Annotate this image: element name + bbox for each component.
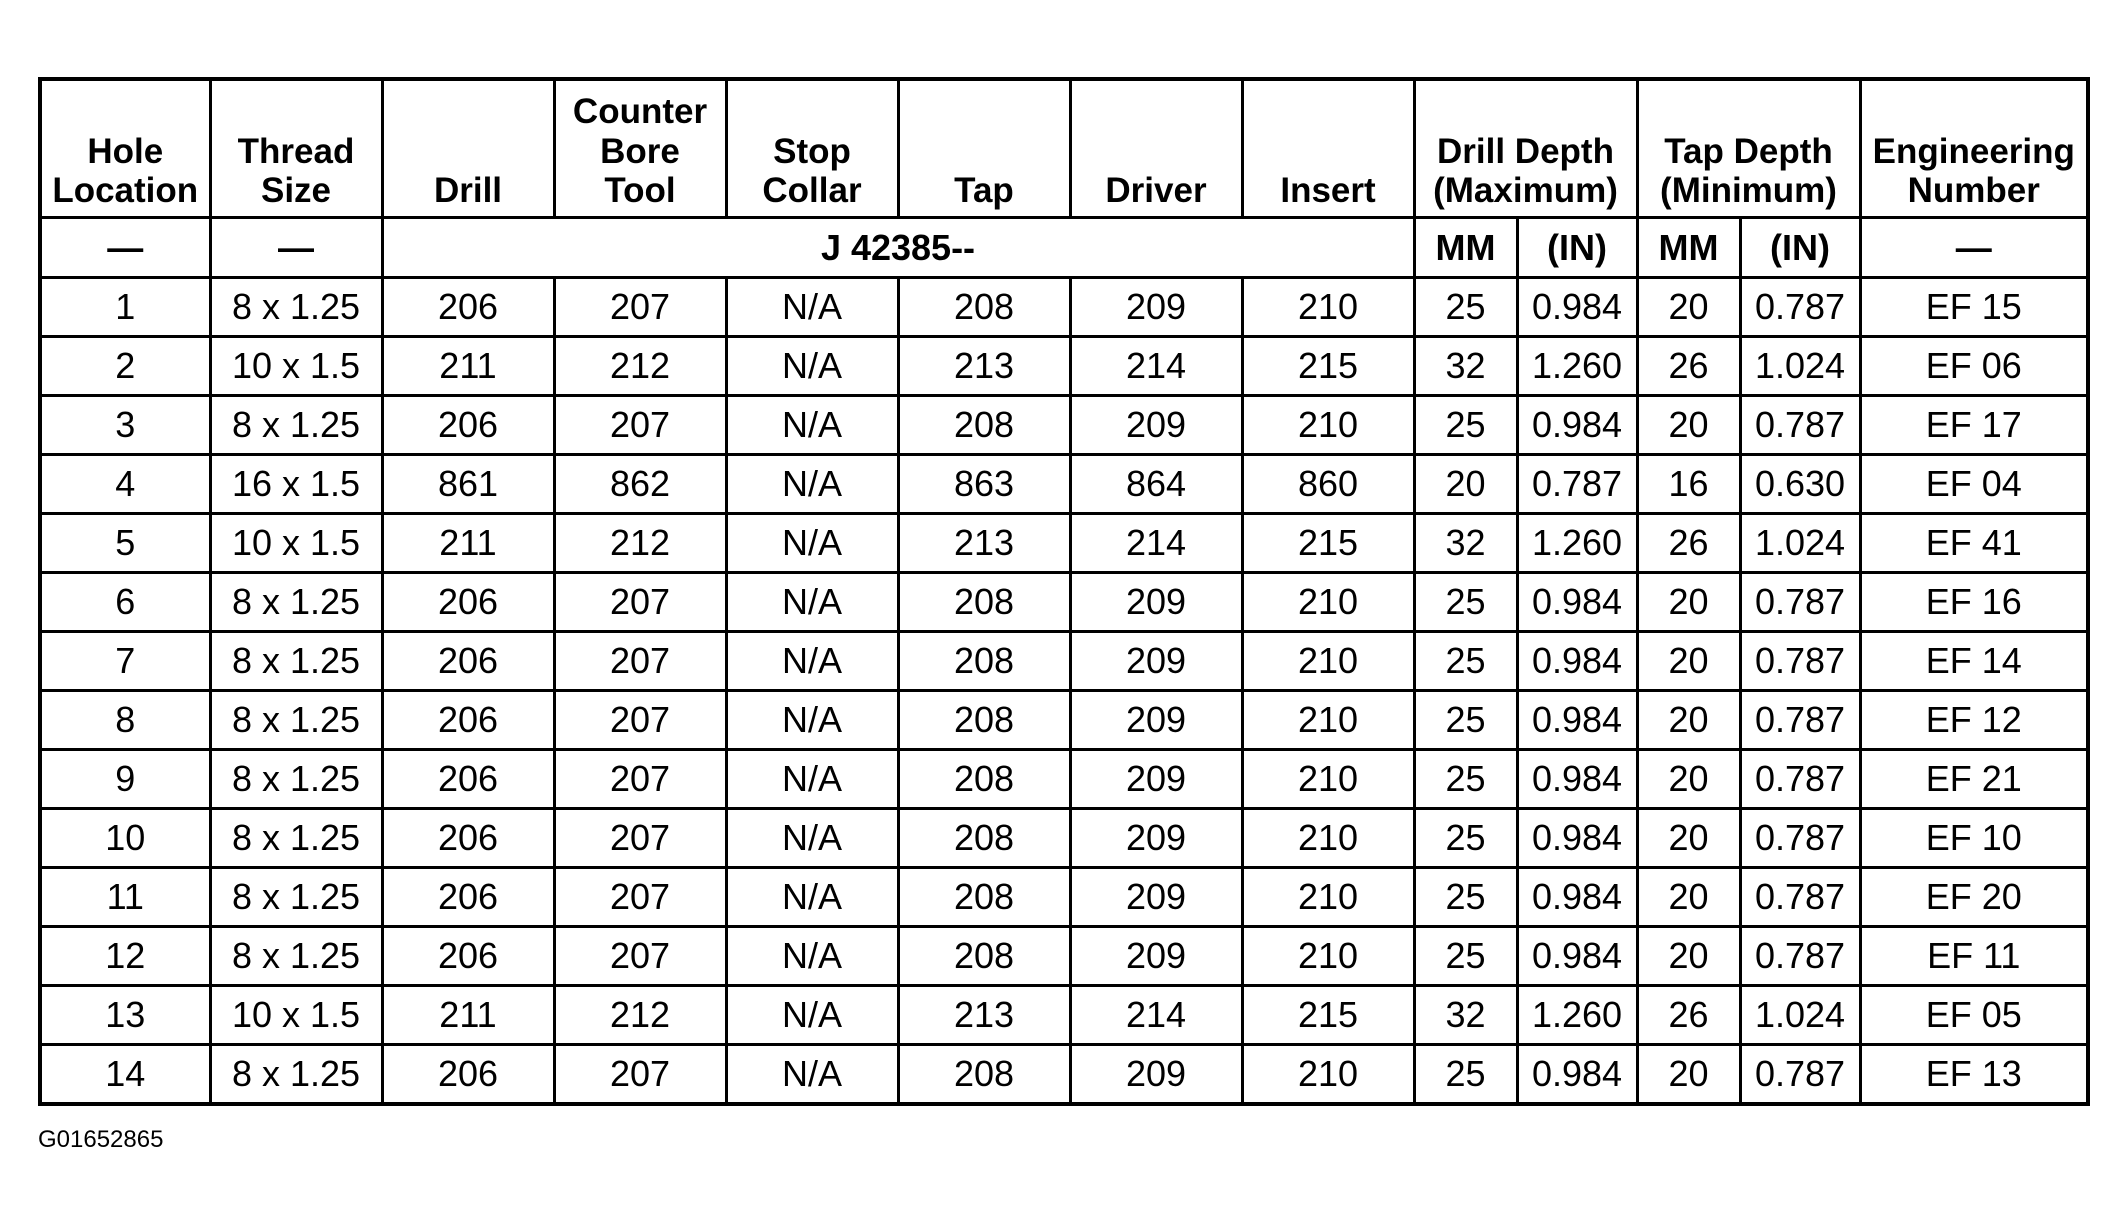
cell-counter-bore-tool: 212 <box>554 986 726 1045</box>
cell-drill-depth-in: 0.984 <box>1517 927 1637 986</box>
cell-thread-size: 10 x 1.5 <box>210 986 382 1045</box>
table-row <box>40 868 2088 927</box>
header-hole-location: Hole Location <box>40 79 210 218</box>
cell-hole-location: 10 <box>40 809 210 868</box>
cell-tap-depth-mm: 16 <box>1637 455 1740 514</box>
cell-driver: 214 <box>1070 337 1242 396</box>
cell-tap-depth-mm: 20 <box>1637 691 1740 750</box>
cell-engineering-number: EF 12 <box>1860 691 2088 750</box>
cell-insert: 215 <box>1242 514 1414 573</box>
cell-drill: 861 <box>382 455 554 514</box>
cell-thread-size: 8 x 1.25 <box>210 691 382 750</box>
cell-hole-location: 6 <box>40 573 210 632</box>
cell-stop-collar: N/A <box>726 396 898 455</box>
cell-stop-collar: N/A <box>726 691 898 750</box>
cell-tap: 208 <box>898 573 1070 632</box>
cell-tap-depth-in: 0.787 <box>1740 691 1860 750</box>
cell-tap-depth-mm: 26 <box>1637 514 1740 573</box>
table-row <box>40 337 2088 396</box>
cell-engineering-number: EF 10 <box>1860 809 2088 868</box>
cell-thread-size: 8 x 1.25 <box>210 809 382 868</box>
cell-tap-depth-mm: 20 <box>1637 632 1740 691</box>
cell-insert: 210 <box>1242 396 1414 455</box>
cell-drill: 206 <box>382 278 554 337</box>
cell-drill: 206 <box>382 809 554 868</box>
table-row <box>40 514 2088 573</box>
table-row <box>40 573 2088 632</box>
units-hole-location: — <box>40 218 210 278</box>
cell-drill-depth-mm: 32 <box>1414 986 1517 1045</box>
table-row <box>40 986 2088 1045</box>
cell-counter-bore-tool: 207 <box>554 632 726 691</box>
cell-driver: 214 <box>1070 986 1242 1045</box>
cell-counter-bore-tool: 207 <box>554 868 726 927</box>
cell-driver: 209 <box>1070 632 1242 691</box>
cell-driver: 209 <box>1070 809 1242 868</box>
cell-insert: 210 <box>1242 691 1414 750</box>
header-counter-bore-tool: Counter Bore Tool <box>554 79 726 218</box>
cell-thread-size: 10 x 1.5 <box>210 514 382 573</box>
cell-tap-depth-in: 1.024 <box>1740 337 1860 396</box>
cell-drill: 211 <box>382 986 554 1045</box>
cell-insert: 210 <box>1242 750 1414 809</box>
table-row <box>40 1045 2088 1105</box>
cell-tap: 208 <box>898 809 1070 868</box>
units-drill-mm: MM <box>1414 218 1517 278</box>
cell-counter-bore-tool: 207 <box>554 1045 726 1105</box>
cell-tap-depth-mm: 20 <box>1637 396 1740 455</box>
cell-drill-depth-in: 1.260 <box>1517 337 1637 396</box>
cell-hole-location: 14 <box>40 1045 210 1105</box>
cell-drill-depth-mm: 25 <box>1414 278 1517 337</box>
cell-hole-location: 4 <box>40 455 210 514</box>
cell-counter-bore-tool: 207 <box>554 573 726 632</box>
cell-driver: 209 <box>1070 396 1242 455</box>
header-stop-collar: Stop Collar <box>726 79 898 218</box>
cell-stop-collar: N/A <box>726 278 898 337</box>
cell-counter-bore-tool: 212 <box>554 337 726 396</box>
cell-driver: 209 <box>1070 691 1242 750</box>
cell-tap-depth-mm: 20 <box>1637 278 1740 337</box>
cell-tap-depth-in: 0.787 <box>1740 573 1860 632</box>
cell-drill-depth-mm: 25 <box>1414 632 1517 691</box>
cell-tap-depth-in: 0.787 <box>1740 278 1860 337</box>
cell-thread-size: 8 x 1.25 <box>210 868 382 927</box>
units-thread-size: — <box>210 218 382 278</box>
cell-tap-depth-mm: 20 <box>1637 809 1740 868</box>
cell-stop-collar: N/A <box>726 986 898 1045</box>
cell-tap: 213 <box>898 986 1070 1045</box>
tool-kit-prefix: J 42385-- <box>382 218 1414 278</box>
cell-stop-collar: N/A <box>726 337 898 396</box>
header-drill-depth: Drill Depth (Maximum) <box>1414 79 1637 218</box>
column-header-row <box>40 79 2088 218</box>
cell-tap-depth-in: 0.787 <box>1740 750 1860 809</box>
cell-hole-location: 9 <box>40 750 210 809</box>
cell-stop-collar: N/A <box>726 750 898 809</box>
cell-stop-collar: N/A <box>726 573 898 632</box>
cell-tap: 208 <box>898 396 1070 455</box>
cell-driver: 214 <box>1070 514 1242 573</box>
cell-driver: 209 <box>1070 573 1242 632</box>
cell-tap-depth-in: 0.787 <box>1740 396 1860 455</box>
cell-tap-depth-mm: 20 <box>1637 868 1740 927</box>
table-row <box>40 691 2088 750</box>
cell-thread-size: 8 x 1.25 <box>210 396 382 455</box>
cell-drill: 206 <box>382 927 554 986</box>
cell-insert: 215 <box>1242 337 1414 396</box>
cell-engineering-number: EF 05 <box>1860 986 2088 1045</box>
cell-driver: 209 <box>1070 868 1242 927</box>
cell-tap-depth-in: 1.024 <box>1740 986 1860 1045</box>
table-row <box>40 809 2088 868</box>
cell-drill-depth-mm: 25 <box>1414 691 1517 750</box>
cell-drill-depth-in: 0.984 <box>1517 868 1637 927</box>
cell-tap: 208 <box>898 927 1070 986</box>
cell-drill: 211 <box>382 337 554 396</box>
cell-drill-depth-mm: 20 <box>1414 455 1517 514</box>
cell-engineering-number: EF 13 <box>1860 1045 2088 1105</box>
cell-drill-depth-in: 0.984 <box>1517 278 1637 337</box>
cell-tap-depth-in: 0.787 <box>1740 809 1860 868</box>
cell-hole-location: 3 <box>40 396 210 455</box>
cell-driver: 209 <box>1070 750 1242 809</box>
table-row <box>40 927 2088 986</box>
cell-drill-depth-mm: 25 <box>1414 1045 1517 1105</box>
cell-drill: 206 <box>382 868 554 927</box>
header-tap-depth: Tap Depth (Minimum) <box>1637 79 1860 218</box>
cell-counter-bore-tool: 207 <box>554 809 726 868</box>
cell-drill-depth-in: 0.984 <box>1517 632 1637 691</box>
cell-hole-location: 2 <box>40 337 210 396</box>
cell-drill-depth-in: 0.787 <box>1517 455 1637 514</box>
cell-thread-size: 8 x 1.25 <box>210 632 382 691</box>
cell-thread-size: 8 x 1.25 <box>210 278 382 337</box>
cell-tap: 863 <box>898 455 1070 514</box>
header-insert: Insert <box>1242 79 1414 218</box>
cell-tap: 208 <box>898 278 1070 337</box>
cell-thread-size: 10 x 1.5 <box>210 337 382 396</box>
cell-drill-depth-in: 0.984 <box>1517 396 1637 455</box>
cell-thread-size: 8 x 1.25 <box>210 927 382 986</box>
cell-hole-location: 5 <box>40 514 210 573</box>
cell-hole-location: 8 <box>40 691 210 750</box>
cell-engineering-number: EF 14 <box>1860 632 2088 691</box>
units-tap-mm: MM <box>1637 218 1740 278</box>
cell-drill-depth-mm: 25 <box>1414 573 1517 632</box>
cell-hole-location: 1 <box>40 278 210 337</box>
cell-drill-depth-mm: 25 <box>1414 750 1517 809</box>
cell-drill-depth-in: 0.984 <box>1517 691 1637 750</box>
cell-drill-depth-mm: 25 <box>1414 868 1517 927</box>
cell-drill-depth-in: 0.984 <box>1517 1045 1637 1105</box>
cell-drill-depth-mm: 25 <box>1414 809 1517 868</box>
cell-tap-depth-in: 0.787 <box>1740 1045 1860 1105</box>
cell-thread-size: 16 x 1.5 <box>210 455 382 514</box>
cell-stop-collar: N/A <box>726 632 898 691</box>
cell-stop-collar: N/A <box>726 514 898 573</box>
units-drill-in: (IN) <box>1517 218 1637 278</box>
cell-thread-size: 8 x 1.25 <box>210 1045 382 1105</box>
cell-engineering-number: EF 11 <box>1860 927 2088 986</box>
cell-tap-depth-mm: 20 <box>1637 750 1740 809</box>
cell-hole-location: 11 <box>40 868 210 927</box>
header-driver: Driver <box>1070 79 1242 218</box>
cell-drill-depth-in: 1.260 <box>1517 514 1637 573</box>
cell-thread-size: 8 x 1.25 <box>210 750 382 809</box>
cell-hole-location: 7 <box>40 632 210 691</box>
cell-insert: 210 <box>1242 278 1414 337</box>
cell-tap-depth-in: 1.024 <box>1740 514 1860 573</box>
cell-engineering-number: EF 17 <box>1860 396 2088 455</box>
cell-engineering-number: EF 16 <box>1860 573 2088 632</box>
cell-tap-depth-mm: 26 <box>1637 986 1740 1045</box>
cell-insert: 210 <box>1242 1045 1414 1105</box>
cell-engineering-number: EF 15 <box>1860 278 2088 337</box>
table-row <box>40 278 2088 337</box>
cell-drill: 206 <box>382 1045 554 1105</box>
figure-id: G01652865 <box>38 1126 164 1153</box>
cell-drill-depth-in: 0.984 <box>1517 750 1637 809</box>
header-drill: Drill <box>382 79 554 218</box>
cell-drill: 211 <box>382 514 554 573</box>
cell-engineering-number: EF 21 <box>1860 750 2088 809</box>
header-tap: Tap <box>898 79 1070 218</box>
table-row <box>40 455 2088 514</box>
cell-drill: 206 <box>382 573 554 632</box>
cell-tap: 208 <box>898 1045 1070 1105</box>
cell-engineering-number: EF 41 <box>1860 514 2088 573</box>
cell-tap-depth-in: 0.787 <box>1740 868 1860 927</box>
cell-counter-bore-tool: 207 <box>554 691 726 750</box>
cell-driver: 864 <box>1070 455 1242 514</box>
cell-engineering-number: EF 20 <box>1860 868 2088 927</box>
cell-engineering-number: EF 06 <box>1860 337 2088 396</box>
cell-tap-depth-mm: 20 <box>1637 573 1740 632</box>
cell-tap-depth-mm: 26 <box>1637 337 1740 396</box>
cell-tap: 208 <box>898 691 1070 750</box>
cell-tap-depth-mm: 20 <box>1637 1045 1740 1105</box>
cell-hole-location: 12 <box>40 927 210 986</box>
cell-drill-depth-mm: 32 <box>1414 337 1517 396</box>
cell-insert: 210 <box>1242 573 1414 632</box>
table-row <box>40 750 2088 809</box>
header-thread-size: Thread Size <box>210 79 382 218</box>
cell-counter-bore-tool: 862 <box>554 455 726 514</box>
cell-driver: 209 <box>1070 278 1242 337</box>
table-row <box>40 632 2088 691</box>
cell-counter-bore-tool: 207 <box>554 927 726 986</box>
cell-counter-bore-tool: 212 <box>554 514 726 573</box>
cell-stop-collar: N/A <box>726 868 898 927</box>
cell-tap: 208 <box>898 868 1070 927</box>
cell-drill-depth-in: 0.984 <box>1517 809 1637 868</box>
cell-tap: 213 <box>898 514 1070 573</box>
cell-insert: 860 <box>1242 455 1414 514</box>
table-row <box>40 396 2088 455</box>
cell-insert: 210 <box>1242 927 1414 986</box>
cell-engineering-number: EF 04 <box>1860 455 2088 514</box>
cell-stop-collar: N/A <box>726 455 898 514</box>
cell-counter-bore-tool: 207 <box>554 750 726 809</box>
cell-insert: 210 <box>1242 809 1414 868</box>
cell-counter-bore-tool: 207 <box>554 396 726 455</box>
cell-drill: 206 <box>382 750 554 809</box>
cell-drill: 206 <box>382 632 554 691</box>
units-engineering: — <box>1860 218 2088 278</box>
cell-insert: 210 <box>1242 632 1414 691</box>
thread-repair-tool-table <box>38 77 2090 1106</box>
cell-drill-depth-mm: 32 <box>1414 514 1517 573</box>
cell-tap: 208 <box>898 750 1070 809</box>
cell-tap-depth-in: 0.787 <box>1740 632 1860 691</box>
units-row <box>40 218 2088 278</box>
cell-tap-depth-in: 0.787 <box>1740 927 1860 986</box>
cell-drill-depth-in: 1.260 <box>1517 986 1637 1045</box>
cell-tap-depth-in: 0.630 <box>1740 455 1860 514</box>
cell-insert: 215 <box>1242 986 1414 1045</box>
cell-drill-depth-mm: 25 <box>1414 927 1517 986</box>
cell-thread-size: 8 x 1.25 <box>210 573 382 632</box>
cell-drill-depth-mm: 25 <box>1414 396 1517 455</box>
cell-hole-location: 13 <box>40 986 210 1045</box>
cell-driver: 209 <box>1070 927 1242 986</box>
cell-stop-collar: N/A <box>726 927 898 986</box>
cell-drill-depth-in: 0.984 <box>1517 573 1637 632</box>
cell-driver: 209 <box>1070 1045 1242 1105</box>
cell-tap: 208 <box>898 632 1070 691</box>
cell-drill: 206 <box>382 691 554 750</box>
cell-tap-depth-mm: 20 <box>1637 927 1740 986</box>
header-engineering-number: Engineering Number <box>1860 79 2088 218</box>
cell-tap: 213 <box>898 337 1070 396</box>
cell-drill: 206 <box>382 396 554 455</box>
cell-stop-collar: N/A <box>726 809 898 868</box>
cell-counter-bore-tool: 207 <box>554 278 726 337</box>
cell-stop-collar: N/A <box>726 1045 898 1105</box>
units-tap-in: (IN) <box>1740 218 1860 278</box>
cell-insert: 210 <box>1242 868 1414 927</box>
